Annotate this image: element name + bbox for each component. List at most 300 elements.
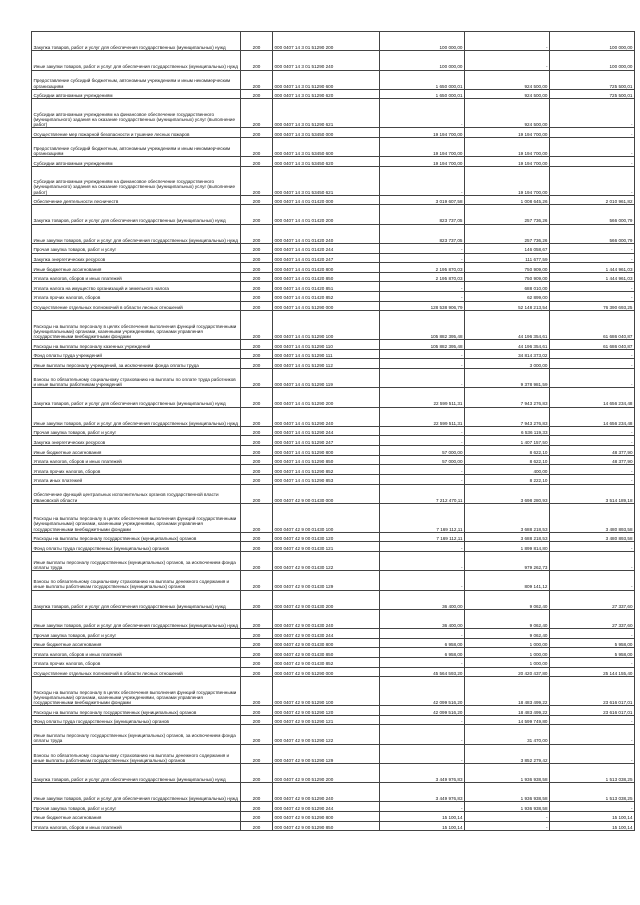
row-name-cell: Осуществление мер пожарной безопасности и тушение лесных пожаров [32, 128, 241, 138]
row-name-cell: Расходы на выплаты персоналу в целях обеспечения выполнения функций государственными (муниципальными) органами, казенными учреждениями, органами управления государственными внебюджетными фондами [32, 311, 241, 340]
row-unexecuted-cell: 100 000,00 [550, 32, 635, 51]
table-row [32, 32, 635, 51]
row-budget-code-cell: 000 0407 14 4 01 51290 244 [273, 426, 380, 436]
row-line-code-cell: 200 [241, 243, 273, 253]
row-line-code-cell: 200 [241, 532, 273, 542]
row-executed-cell: 3 688 218,53 [465, 503, 550, 532]
row-line-code-cell: 200 [241, 128, 273, 138]
table-row [32, 657, 635, 667]
row-approved-cell: 7 212 470,11 [380, 484, 465, 503]
row-unexecuted-cell: 14 656 234,48 [550, 388, 635, 407]
table-row [32, 677, 635, 706]
row-executed-cell: - [465, 821, 550, 831]
row-approved-cell: 823 737,05 [380, 224, 465, 243]
row-name-cell: Субсидии автономным учреждениям [32, 157, 241, 167]
row-budget-code-cell: 000 0407 14 4 01 51290 110 [273, 340, 380, 350]
row-budget-code-cell: 000 0407 42 9 00 01430 240 [273, 609, 380, 628]
row-approved-cell: - [380, 99, 465, 128]
row-line-code-cell: 200 [241, 436, 273, 446]
row-approved-cell: 2 195 870,03 [380, 263, 465, 273]
row-unexecuted-cell: - [550, 128, 635, 138]
table-row [32, 253, 635, 263]
row-unexecuted-cell: 3 514 189,18 [550, 484, 635, 503]
row-line-code-cell: 200 [241, 137, 273, 156]
table-row [32, 157, 635, 167]
row-line-code-cell: 200 [241, 195, 273, 205]
row-budget-code-cell: 000 0407 14 3 01 53450 000 [273, 128, 380, 138]
table-row [32, 166, 635, 195]
row-approved-cell: - [380, 571, 465, 590]
row-unexecuted-cell: - [550, 292, 635, 302]
row-line-code-cell: 200 [241, 89, 273, 99]
row-budget-code-cell: 000 0407 14 4 01 51290 119 [273, 369, 380, 388]
row-unexecuted-cell: 76 390 693,25 [550, 301, 635, 311]
row-executed-cell: 9 062,40 [465, 590, 550, 609]
row-unexecuted-cell: 15 100,14 [550, 812, 635, 822]
row-unexecuted-cell: - [550, 744, 635, 763]
row-budget-code-cell: 000 0407 14 3 01 51290 200 [273, 32, 380, 51]
row-budget-code-cell: 000 0407 42 9 00 01430 852 [273, 657, 380, 667]
table-row [32, 590, 635, 609]
table-row [32, 292, 635, 302]
row-name-cell: Расходы на выплаты персоналу в целях обеспечения выполнения функций государственными (муниципальными) органами, казенными учреждениями, органами управления государственными внебюджетными фондами [32, 677, 241, 706]
row-name-cell: Предоставление субсидий бюджетным, автономным учреждениям и иным некоммерческим организациям [32, 137, 241, 156]
row-executed-cell: 1 000,00 [465, 657, 550, 667]
row-budget-code-cell: 000 0407 42 9 00 01430 100 [273, 503, 380, 532]
row-budget-code-cell: 000 0407 42 9 00 51290 129 [273, 744, 380, 763]
row-line-code-cell: 200 [241, 407, 273, 426]
row-name-cell: Иные закупки товаров, работ и услуг для обеспечения государственных (муниципальных) нужд [32, 783, 241, 802]
row-name-cell: Субсидии автономным учреждениям [32, 89, 241, 99]
row-executed-cell: 1 899 814,80 [465, 542, 550, 552]
row-executed-cell: 14 599 749,80 [465, 715, 550, 725]
row-line-code-cell: 200 [241, 474, 273, 484]
row-executed-cell: 400,00 [465, 465, 550, 475]
row-approved-cell: 105 882 395,48 [380, 311, 465, 340]
table-row [32, 609, 635, 628]
table-row [32, 89, 635, 99]
row-budget-code-cell: 000 0407 14 4 01 51290 852 [273, 465, 380, 475]
row-name-cell: Иные закупки товаров, работ и услуг для обеспечения государственных (муниципальных) нужд [32, 224, 241, 243]
table-row [32, 369, 635, 388]
row-name-cell: Уплата налогов, сборов и иных платежей [32, 272, 241, 282]
row-budget-code-cell: 000 0407 42 9 00 51290 100 [273, 677, 380, 706]
row-unexecuted-cell: 27 337,60 [550, 609, 635, 628]
row-line-code-cell: 200 [241, 292, 273, 302]
row-budget-code-cell: 000 0407 14 4 01 01420 200 [273, 205, 380, 224]
row-budget-code-cell: 000 0407 14 4 01 01420 852 [273, 292, 380, 302]
row-budget-code-cell: 000 0407 42 9 00 51290 122 [273, 725, 380, 744]
table-row [32, 195, 635, 205]
row-budget-code-cell: 000 0407 14 3 01 53450 621 [273, 166, 380, 195]
row-line-code-cell: 200 [241, 369, 273, 388]
row-executed-cell: 19 194 700,00 [465, 157, 550, 167]
row-name-cell: Фонд оплаты труда государственных (муниципальных) органов [32, 715, 241, 725]
table-row [32, 224, 635, 243]
row-name-cell: Прочая закупка товаров, работ и услуг [32, 243, 241, 253]
row-budget-code-cell: 000 0407 14 3 01 51290 620 [273, 89, 380, 99]
row-approved-cell: 100 000,00 [380, 32, 465, 51]
row-approved-cell: 7 169 112,11 [380, 532, 465, 542]
row-name-cell: Обеспечение функций центральных исполнительных органов государственной власти Ивановской области [32, 484, 241, 503]
row-approved-cell: 22 599 511,31 [380, 407, 465, 426]
row-line-code-cell: 200 [241, 629, 273, 639]
row-budget-code-cell: 000 0407 14 4 01 51290 200 [273, 388, 380, 407]
row-name-cell: Взносы по обязательному социальному страхованию на выплаты денежного содержания и иные выплаты работникам государственных (муниципальных) органов [32, 571, 241, 590]
row-executed-cell: 1 407 157,50 [465, 436, 550, 446]
row-budget-code-cell: 000 0407 14 4 01 51290 240 [273, 407, 380, 426]
row-line-code-cell: 200 [241, 99, 273, 128]
row-approved-cell: - [380, 292, 465, 302]
row-line-code-cell: 200 [241, 802, 273, 812]
row-name-cell: Уплата налогов, сборов и иных платежей [32, 648, 241, 658]
row-unexecuted-cell: 61 686 040,87 [550, 311, 635, 340]
row-executed-cell: 3 698 280,93 [465, 484, 550, 503]
row-unexecuted-cell: 48 377,90 [550, 446, 635, 456]
row-line-code-cell: 200 [241, 812, 273, 822]
row-executed-cell: 9 378 981,59 [465, 369, 550, 388]
table-row [32, 706, 635, 716]
row-approved-cell: 22 599 511,31 [380, 388, 465, 407]
row-executed-cell: 8 622,10 [465, 446, 550, 456]
row-line-code-cell: 200 [241, 542, 273, 552]
row-budget-code-cell: 000 0407 14 4 01 51290 853 [273, 474, 380, 484]
row-line-code-cell: 200 [241, 725, 273, 744]
row-approved-cell: 19 194 700,00 [380, 157, 465, 167]
row-line-code-cell: 200 [241, 590, 273, 609]
row-line-code-cell: 200 [241, 388, 273, 407]
row-executed-cell: 7 943 276,83 [465, 388, 550, 407]
row-name-cell: Уплата прочих налогов, сборов [32, 657, 241, 667]
row-unexecuted-cell: - [550, 629, 635, 639]
row-unexecuted-cell: 725 500,01 [550, 70, 635, 89]
row-name-cell: Осуществление отдельных полномочий в области лесных отношений [32, 667, 241, 677]
row-budget-code-cell: 000 0407 14 3 01 53450 620 [273, 157, 380, 167]
row-executed-cell: - [465, 51, 550, 70]
row-executed-cell: 19 194 700,00 [465, 128, 550, 138]
row-unexecuted-cell: - [550, 157, 635, 167]
row-approved-cell: 15 100,14 [380, 821, 465, 831]
table-row [32, 263, 635, 273]
row-executed-cell: 9 062,40 [465, 629, 550, 639]
row-executed-cell: 146 058,67 [465, 243, 550, 253]
table-row [32, 243, 635, 253]
row-executed-cell: 1 936 938,58 [465, 802, 550, 812]
row-executed-cell: 3 000,00 [465, 359, 550, 369]
table-row [32, 552, 635, 571]
row-approved-cell: 19 194 700,00 [380, 128, 465, 138]
row-name-cell: Иные закупки товаров, работ и услуг для обеспечения государственных (муниципальных) нужд [32, 407, 241, 426]
row-approved-cell: - [380, 542, 465, 552]
row-name-cell: Иные закупки товаров, работ и услуг для обеспечения государственных (муниципальных) нужд [32, 609, 241, 628]
row-approved-cell: - [380, 253, 465, 263]
row-name-cell: Иные бюджетные ассигнования [32, 812, 241, 822]
table-row [32, 638, 635, 648]
row-unexecuted-cell: 1 444 961,03 [550, 272, 635, 282]
row-unexecuted-cell: - [550, 369, 635, 388]
row-unexecuted-cell: - [550, 657, 635, 667]
row-budget-code-cell: 000 0407 42 9 00 01430 121 [273, 542, 380, 552]
row-name-cell: Расходы на выплаты персоналу в целях обеспечения выполнения функций государственными (муниципальными) органами, казенными учреждениями, органами управления государственными внебюджетными фондами [32, 503, 241, 532]
row-name-cell: Закупка товаров, работ и услуг для обеспечения государственных (муниципальных) нужд [32, 388, 241, 407]
row-unexecuted-cell: - [550, 359, 635, 369]
row-approved-cell: 36 400,00 [380, 609, 465, 628]
row-line-code-cell: 200 [241, 349, 273, 359]
row-unexecuted-cell: 566 000,79 [550, 205, 635, 224]
row-executed-cell: 1 008 645,26 [465, 195, 550, 205]
row-line-code-cell: 200 [241, 783, 273, 802]
row-approved-cell: 7 169 112,11 [380, 503, 465, 532]
row-unexecuted-cell: 3 480 893,58 [550, 532, 635, 542]
row-budget-code-cell: 000 0407 14 4 01 51290 247 [273, 436, 380, 446]
row-budget-code-cell: 000 0407 42 9 00 01430 129 [273, 571, 380, 590]
row-budget-code-cell: 000 0407 42 9 00 01430 800 [273, 638, 380, 648]
row-approved-cell: - [380, 349, 465, 359]
row-name-cell: Фонд оплаты труда государственных (муниципальных) органов [32, 542, 241, 552]
table-row [32, 542, 635, 552]
row-name-cell: Уплата налогов, сборов и иных платежей [32, 821, 241, 831]
row-unexecuted-cell: 48 377,90 [550, 455, 635, 465]
row-line-code-cell: 200 [241, 657, 273, 667]
row-name-cell: Прочая закупка товаров, работ и услуг [32, 426, 241, 436]
row-line-code-cell: 200 [241, 32, 273, 51]
row-unexecuted-cell: - [550, 715, 635, 725]
table-row [32, 648, 635, 658]
row-budget-code-cell: 000 0407 14 4 01 51290 112 [273, 359, 380, 369]
row-approved-cell: 36 400,00 [380, 590, 465, 609]
row-unexecuted-cell: - [550, 243, 635, 253]
row-line-code-cell: 200 [241, 744, 273, 763]
row-approved-cell: 128 538 906,79 [380, 301, 465, 311]
row-approved-cell: - [380, 744, 465, 763]
row-line-code-cell: 200 [241, 638, 273, 648]
row-executed-cell: 111 677,59 [465, 253, 550, 263]
row-name-cell: Уплата прочих налогов, сборов [32, 292, 241, 302]
row-line-code-cell: 200 [241, 763, 273, 782]
row-budget-code-cell: 000 0407 14 4 01 51290 100 [273, 311, 380, 340]
table-row [32, 301, 635, 311]
row-line-code-cell: 200 [241, 503, 273, 532]
table-row [32, 532, 635, 542]
row-budget-code-cell: 000 0407 14 4 01 51290 800 [273, 446, 380, 456]
table-row [32, 503, 635, 532]
row-executed-cell: 750 909,00 [465, 272, 550, 282]
row-name-cell: Иные выплаты персоналу государственных (муниципальных) органов, за исключением фонда оплаты труда [32, 552, 241, 571]
row-executed-cell: 34 814 373,02 [465, 349, 550, 359]
row-budget-code-cell: 000 0407 42 9 00 51290 800 [273, 812, 380, 822]
table-row [32, 474, 635, 484]
row-executed-cell: 44 196 354,61 [465, 311, 550, 340]
row-line-code-cell: 200 [241, 272, 273, 282]
row-budget-code-cell: 000 0407 14 3 01 53450 600 [273, 137, 380, 156]
table-row [32, 349, 635, 359]
row-budget-code-cell: 000 0407 14 4 01 01420 850 [273, 272, 380, 282]
table-row [32, 484, 635, 503]
row-executed-cell: 20 420 437,80 [465, 667, 550, 677]
table-row [32, 725, 635, 744]
row-unexecuted-cell: 23 616 017,01 [550, 677, 635, 706]
row-approved-cell: - [380, 715, 465, 725]
row-approved-cell: - [380, 369, 465, 388]
row-executed-cell: 9 062,40 [465, 609, 550, 628]
row-budget-code-cell: 000 0407 42 9 00 01430 850 [273, 648, 380, 658]
row-approved-cell: - [380, 282, 465, 292]
row-budget-code-cell: 000 0407 14 3 01 51290 621 [273, 99, 380, 128]
row-budget-code-cell: 000 0407 14 4 01 01420 800 [273, 263, 380, 273]
row-unexecuted-cell: - [550, 349, 635, 359]
table-row [32, 446, 635, 456]
row-approved-cell: - [380, 166, 465, 195]
row-executed-cell: 809 141,12 [465, 571, 550, 590]
row-approved-cell: 6 958,00 [380, 648, 465, 658]
row-executed-cell: 924 500,00 [465, 70, 550, 89]
row-name-cell: Прочая закупка товаров, работ и услуг [32, 802, 241, 812]
row-line-code-cell: 200 [241, 263, 273, 273]
row-unexecuted-cell: 100 000,00 [550, 51, 635, 70]
table-row [32, 272, 635, 282]
row-executed-cell: 3 852 279,42 [465, 744, 550, 763]
row-unexecuted-cell: 725 500,01 [550, 89, 635, 99]
row-approved-cell: 57 000,00 [380, 446, 465, 456]
row-executed-cell: 979 262,73 [465, 552, 550, 571]
table-row [32, 388, 635, 407]
row-budget-code-cell: 000 0407 14 3 01 51290 240 [273, 51, 380, 70]
row-line-code-cell: 200 [241, 484, 273, 503]
row-approved-cell: 6 958,00 [380, 638, 465, 648]
row-name-cell: Фонд оплаты труда учреждений [32, 349, 241, 359]
table-row [32, 70, 635, 89]
row-unexecuted-cell: 5 958,00 [550, 638, 635, 648]
row-line-code-cell: 200 [241, 51, 273, 70]
row-executed-cell: 1 936 938,58 [465, 783, 550, 802]
table-row [32, 629, 635, 639]
row-name-cell: Осуществление отдельных полномочий в области лесных отношений [32, 301, 241, 311]
row-budget-code-cell: 000 0407 42 9 00 51290 121 [273, 715, 380, 725]
row-name-cell: Уплата налога на имущество организаций и земельного налога [32, 282, 241, 292]
row-unexecuted-cell: 1 513 038,25 [550, 783, 635, 802]
row-line-code-cell: 200 [241, 455, 273, 465]
row-approved-cell: 105 882 395,48 [380, 340, 465, 350]
row-executed-cell: 1 000,00 [465, 638, 550, 648]
row-approved-cell: 19 194 700,00 [380, 137, 465, 156]
table-row [32, 802, 635, 812]
row-name-cell: Иные выплаты персоналу государственных (муниципальных) органов, за исключением фонда оплаты труда [32, 725, 241, 744]
row-unexecuted-cell: 3 480 893,58 [550, 503, 635, 532]
row-line-code-cell: 200 [241, 552, 273, 571]
row-name-cell: Взносы по обязательному социальному страхованию на выплаты денежного содержания и иные выплаты работникам государственных (муниципальных) органов [32, 744, 241, 763]
table-row [32, 282, 635, 292]
row-executed-cell: 18 483 499,22 [465, 677, 550, 706]
row-line-code-cell: 200 [241, 446, 273, 456]
row-budget-code-cell: 000 0407 42 9 00 01430 122 [273, 552, 380, 571]
row-line-code-cell: 200 [241, 465, 273, 475]
row-approved-cell: - [380, 436, 465, 446]
row-unexecuted-cell: 25 144 155,40 [550, 667, 635, 677]
row-budget-code-cell: 000 0407 14 4 01 51290 000 [273, 301, 380, 311]
row-approved-cell: - [380, 657, 465, 667]
row-approved-cell: - [380, 465, 465, 475]
row-approved-cell: 45 564 593,20 [380, 667, 465, 677]
table-row [32, 99, 635, 128]
table-row [32, 783, 635, 802]
row-approved-cell: 823 737,05 [380, 205, 465, 224]
row-line-code-cell: 200 [241, 157, 273, 167]
table-row [32, 436, 635, 446]
table-row [32, 407, 635, 426]
row-unexecuted-cell: - [550, 426, 635, 436]
table-row [32, 744, 635, 763]
row-unexecuted-cell: 23 616 017,01 [550, 706, 635, 716]
row-unexecuted-cell: 1 513 038,25 [550, 763, 635, 782]
row-budget-code-cell: 000 0407 14 4 01 51290 111 [273, 349, 380, 359]
row-unexecuted-cell: - [550, 552, 635, 571]
row-name-cell: Уплата налогов, сборов и иных платежей [32, 455, 241, 465]
row-line-code-cell: 200 [241, 715, 273, 725]
table-row [32, 137, 635, 156]
row-line-code-cell: 200 [241, 677, 273, 706]
row-name-cell: Закупка энергетических ресурсов [32, 253, 241, 263]
row-executed-cell: 31 470,00 [465, 725, 550, 744]
row-approved-cell: - [380, 629, 465, 639]
row-approved-cell: 1 650 000,01 [380, 89, 465, 99]
row-budget-code-cell: 000 0407 42 9 00 51290 200 [273, 763, 380, 782]
row-unexecuted-cell: 61 686 040,87 [550, 340, 635, 350]
table-row [32, 51, 635, 70]
row-unexecuted-cell: 27 337,60 [550, 590, 635, 609]
row-budget-code-cell: 000 0407 42 9 00 01430 120 [273, 532, 380, 542]
table-row [32, 128, 635, 138]
row-executed-cell: 52 148 213,54 [465, 301, 550, 311]
row-budget-code-cell: 000 0407 14 4 01 01420 000 [273, 195, 380, 205]
row-unexecuted-cell: 14 656 234,48 [550, 407, 635, 426]
row-executed-cell: 62 899,00 [465, 292, 550, 302]
table-row [32, 465, 635, 475]
row-unexecuted-cell: - [550, 474, 635, 484]
row-approved-cell: 3 449 976,83 [380, 783, 465, 802]
row-executed-cell: 1 936 938,58 [465, 763, 550, 782]
row-budget-code-cell: 000 0407 42 9 00 01430 000 [273, 484, 380, 503]
row-executed-cell: 924 500,00 [465, 99, 550, 128]
row-executed-cell: 1 000,00 [465, 648, 550, 658]
row-approved-cell: 100 000,00 [380, 51, 465, 70]
row-executed-cell: 3 688 218,53 [465, 532, 550, 542]
row-unexecuted-cell: - [550, 542, 635, 552]
row-budget-code-cell: 000 0407 14 4 01 01420 851 [273, 282, 380, 292]
row-line-code-cell: 200 [241, 648, 273, 658]
row-name-cell: Субсидии автономным учреждениям на финансовое обеспечение государственного (муниципального) задания на оказание государственных (муниципальных) услуг (выполнение работ) [32, 99, 241, 128]
row-approved-cell: - [380, 552, 465, 571]
row-unexecuted-cell: - [550, 725, 635, 744]
row-executed-cell: 8 222,10 [465, 474, 550, 484]
row-unexecuted-cell: - [550, 253, 635, 263]
row-budget-code-cell: 000 0407 42 9 00 51290 000 [273, 667, 380, 677]
row-budget-code-cell: 000 0407 42 9 00 51290 244 [273, 802, 380, 812]
row-line-code-cell: 200 [241, 253, 273, 263]
row-executed-cell: 257 736,26 [465, 224, 550, 243]
row-executed-cell: 688 010,00 [465, 282, 550, 292]
row-name-cell: Обеспечение деятельности лесничеств [32, 195, 241, 205]
row-name-cell: Иные закупки товаров, работ и услуг для обеспечения государственных (муниципальных) нужд [32, 51, 241, 70]
row-name-cell: Закупка товаров, работ и услуг для обеспечения государственных (муниципальных) нужд [32, 763, 241, 782]
row-line-code-cell: 200 [241, 301, 273, 311]
row-executed-cell: 8 622,10 [465, 455, 550, 465]
row-budget-code-cell: 000 0407 42 9 00 51290 120 [273, 706, 380, 716]
table-row [32, 455, 635, 465]
row-approved-cell: - [380, 474, 465, 484]
row-budget-code-cell: 000 0407 14 4 01 01420 240 [273, 224, 380, 243]
row-line-code-cell: 200 [241, 70, 273, 89]
row-name-cell: Расходы на выплаты персоналу казенных учреждений [32, 340, 241, 350]
